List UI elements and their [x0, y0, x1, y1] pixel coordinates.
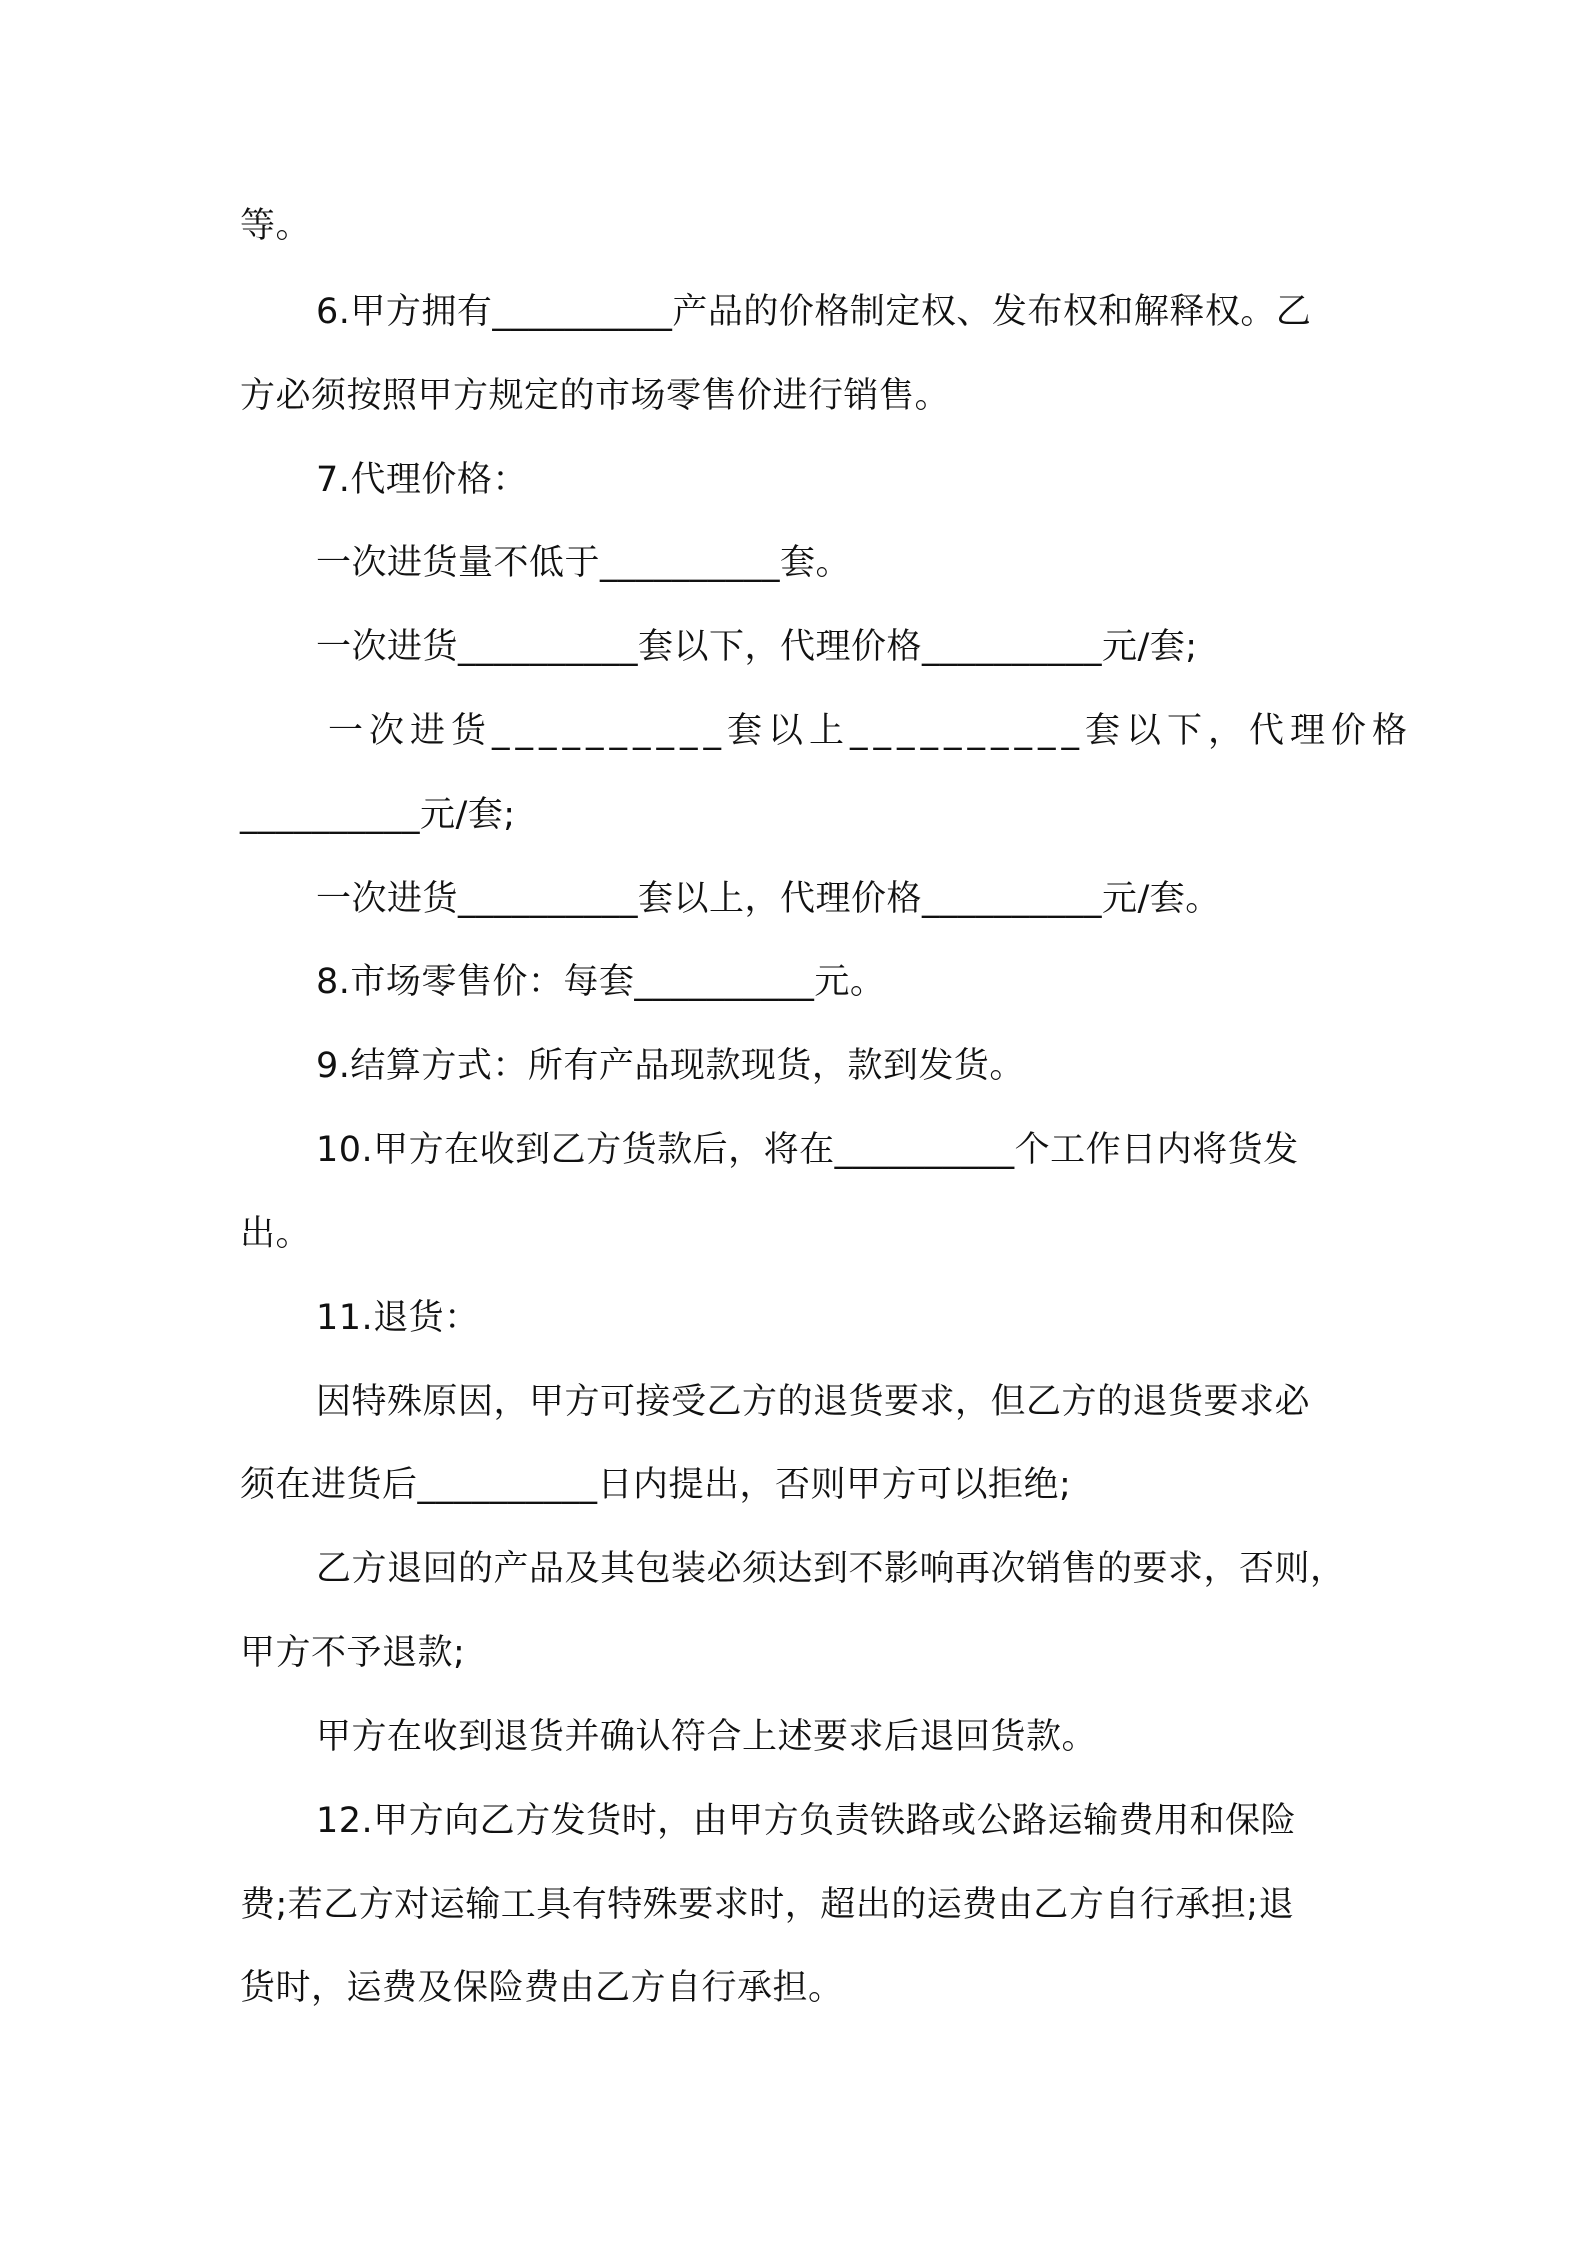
- text-line: 一次进货__________套以上__________套以下，代理价格: [328, 711, 1414, 751]
- text-line: 等。: [240, 206, 312, 246]
- clause-12: 12.甲方向乙方发货时，由甲方负责铁路或公路运输费用和保险: [316, 1801, 1297, 1841]
- text-line: 须在进货后__________日内提出，否则甲方可以拒绝;: [240, 1465, 1072, 1505]
- text-line: 方必须按照甲方规定的市场零售价进行销售。: [240, 376, 951, 416]
- text-line: 甲方不予退款;: [240, 1633, 466, 1673]
- clause-9: 9.结算方式：所有产品现款现货，款到发货。: [316, 1046, 1025, 1086]
- text-line: 货时，运费及保险费由乙方自行承担。: [240, 1968, 844, 2008]
- clause-7-heading: 7.代理价格：: [316, 460, 528, 500]
- text-line: 甲方在收到退货并确认符合上述要求后退回货款。: [316, 1717, 1098, 1757]
- clause-11-heading: 11.退货：: [316, 1298, 480, 1338]
- text-line: 因特殊原因，甲方可接受乙方的退货要求，但乙方的退货要求必: [316, 1382, 1311, 1422]
- text-line: 一次进货__________套以上，代理价格__________元/套。: [316, 879, 1221, 919]
- text-line: 一次进货量不低于__________套。: [316, 543, 852, 583]
- text-line: 一次进货__________套以下，代理价格__________元/套;: [316, 627, 1198, 667]
- text-line: 费;若乙方对运输工具有特殊要求时，超出的运费由乙方自行承担;退: [240, 1885, 1295, 1925]
- clause-8: 8.市场零售价：每套__________元。: [316, 962, 886, 1002]
- text-line: __________元/套;: [240, 795, 516, 835]
- clause-6: 6.甲方拥有__________产品的价格制定权、发布权和解释权。乙: [316, 292, 1312, 332]
- text-line: 乙方退回的产品及其包装必须达到不影响再次销售的要求，否则，: [316, 1549, 1346, 1589]
- text-line: 出。: [240, 1214, 312, 1254]
- clause-10: 10.甲方在收到乙方货款后，将在__________个工作日内将货发: [316, 1130, 1299, 1170]
